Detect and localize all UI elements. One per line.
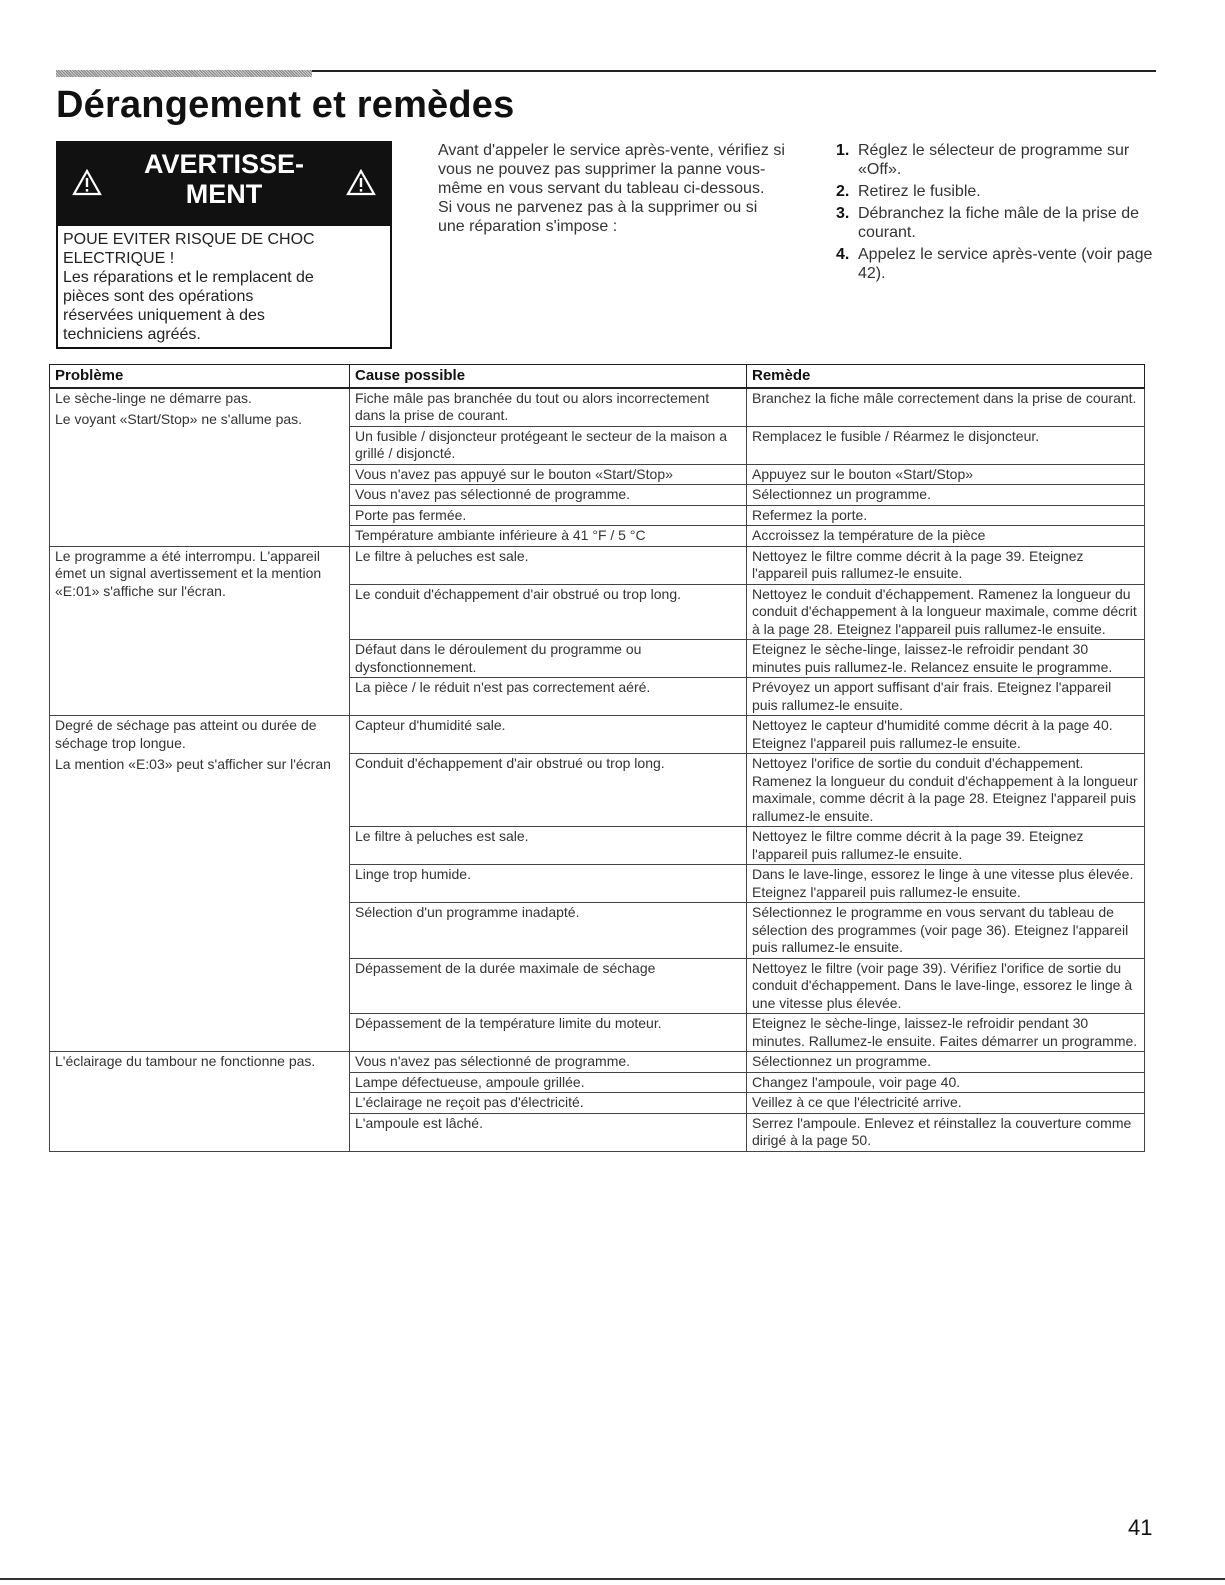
warning-line: ELECTRIQUE ! bbox=[63, 250, 175, 267]
remedy-cell: Prévoyez un apport suffisant d'air frais. Eteignez l'appareil puis rallumez-le ensuite. bbox=[747, 678, 1145, 716]
problem-text: Le programme a été interrompu. L'appareil émet un signal avertissement et la mention «E:01» s'affiche sur l'écran. bbox=[55, 547, 322, 599]
step-number: 1. bbox=[836, 142, 850, 159]
cause-cell: Lampe défectueuse, ampoule grillée. bbox=[350, 1072, 747, 1093]
problem-cell bbox=[50, 388, 350, 547]
remedy-cell: Sélectionnez un programme. bbox=[747, 485, 1145, 506]
step-item bbox=[836, 182, 1166, 201]
bottom-rule bbox=[0, 1578, 1225, 1580]
cause-cell: Température ambiante inférieure à 41 °F / 5 °C bbox=[350, 526, 747, 547]
warning-box bbox=[56, 141, 392, 349]
step-text: Appelez le service après-vente (voir page 42). bbox=[858, 246, 1153, 282]
cause-cell: Dépassement de la durée maximale de séchage bbox=[350, 958, 747, 1014]
remedy-cell: Serrez l'ampoule. Enlevez et réinstallez la couverture comme dirigé à la page 50. bbox=[747, 1113, 1145, 1151]
remedy-cell: Nettoyez le capteur d'humidité comme décrit à la page 40. Eteignez l'appareil puis rallumez-le ensuite. bbox=[747, 716, 1145, 754]
remedy-cell: Eteignez le sèche-linge, laissez-le refroidir pendant 30 minutes. Rallumez-le ensuite. Faites démarrer un programme. bbox=[747, 1014, 1145, 1052]
remedy-cell: Nettoyez le filtre comme décrit à la page 39. Eteignez l'appareil puis rallumez-le ensuite. bbox=[747, 546, 1145, 584]
warning-title-line1: AVERTISSE- bbox=[143, 149, 305, 179]
intro-text bbox=[438, 141, 788, 236]
cause-cell: La pièce / le réduit n'est pas correctement aéré. bbox=[350, 678, 747, 716]
cause-cell: Le conduit d'échappement d'air obstrué ou trop long. bbox=[350, 584, 747, 640]
intro-paragraph: Avant d'appeler le service après-vente, vérifiez si vous ne pouvez pas supprimer la panne vous-même en vous servant du tableau ci-dessous. bbox=[438, 142, 785, 197]
cause-cell: Défaut dans le déroulement du programme ou dysfonctionnement. bbox=[350, 640, 747, 678]
cause-cell: Vous n'avez pas sélectionné de programme. bbox=[350, 485, 747, 506]
table-row bbox=[50, 716, 1145, 754]
step-number: 4. bbox=[836, 246, 850, 263]
remedy-cell: Accroissez la température de la pièce bbox=[747, 526, 1145, 547]
warning-line: techniciens agréés. bbox=[63, 326, 201, 343]
problem-cell bbox=[50, 546, 350, 716]
remedy-cell: Sélectionnez un programme. bbox=[747, 1052, 1145, 1073]
top-rule-shade bbox=[56, 70, 312, 77]
cause-cell: Linge trop humide. bbox=[350, 865, 747, 903]
remedy-cell: Dans le lave-linge, essorez le linge à une vitesse plus élevée. Eteignez l'appareil puis rallumez-le ensuite. bbox=[747, 865, 1145, 903]
cause-cell: Porte pas fermée. bbox=[350, 505, 747, 526]
problem-text: La mention «E:03» peut s'afficher sur l'écran bbox=[55, 756, 331, 772]
table-header-row bbox=[50, 365, 1145, 388]
step-item bbox=[836, 204, 1166, 242]
remedy-cell: Nettoyez le conduit d'échappement. Ramenez la longueur du conduit d'échappement à la longueur maximale, comme décrit à la page 28. Eteignez l'appareil puis rallumez-le ensuite. bbox=[747, 584, 1145, 640]
warning-triangle-icon bbox=[346, 169, 376, 196]
warning-title bbox=[58, 149, 390, 209]
warning-text bbox=[58, 226, 390, 344]
cause-cell: Dépassement de la température limite du moteur. bbox=[350, 1014, 747, 1052]
remedy-cell: Changez l'ampoule, voir page 40. bbox=[747, 1072, 1145, 1093]
warning-line: pièces sont des opérations bbox=[63, 288, 254, 305]
table-row bbox=[50, 388, 1145, 427]
table-row bbox=[50, 546, 1145, 584]
problem-text: Le sèche-linge ne démarre pas. bbox=[55, 389, 252, 406]
column-header-cause: Cause possible bbox=[350, 365, 747, 388]
problem-cell bbox=[50, 1052, 350, 1152]
remedy-cell: Remplacez le fusible / Réarmez le disjoncteur. bbox=[747, 426, 1145, 464]
table-row bbox=[50, 1052, 1145, 1073]
troubleshooting-table bbox=[49, 364, 1145, 1152]
remedy-cell: Refermez la porte. bbox=[747, 505, 1145, 526]
cause-cell: Le filtre à peluches est sale. bbox=[350, 827, 747, 865]
remedy-cell: Nettoyez le filtre (voir page 39). Vérifiez l'orifice de sortie du conduit d'échappement. Dans le lave-linge, essorez le linge à une vitesse plus élevée. bbox=[747, 958, 1145, 1014]
cause-cell: Un fusible / disjoncteur protégeant le secteur de la maison a grillé / disjoncté. bbox=[350, 426, 747, 464]
step-number: 2. bbox=[836, 183, 850, 200]
problem-cell bbox=[50, 716, 350, 1052]
step-text: Réglez le sélecteur de programme sur «Off». bbox=[858, 142, 1130, 178]
warning-line: réservées uniquement à des bbox=[63, 307, 265, 324]
step-number: 3. bbox=[836, 205, 850, 222]
remedy-cell: Branchez la fiche mâle correctement dans la prise de courant. bbox=[747, 388, 1145, 427]
step-text: Débranchez la fiche mâle de la prise de courant. bbox=[858, 205, 1140, 241]
cause-cell: L'ampoule est lâché. bbox=[350, 1113, 747, 1151]
cause-cell: Le filtre à peluches est sale. bbox=[350, 546, 747, 584]
remedy-cell: Veillez à ce que l'électricité arrive. bbox=[747, 1093, 1145, 1114]
remedy-cell: Nettoyez l'orifice de sortie du conduit d'échappement. Ramenez la longueur du conduit d'échappement à la longueur maximale, comme décrit à la page 28. Eteignez l'appareil puis rallumez-le ensuite. bbox=[747, 754, 1145, 827]
remedy-cell: Eteignez le sèche-linge, laissez-le refroidir pendant 30 minutes puis rallumez-le. Relancez ensuite le programme. bbox=[747, 640, 1145, 678]
warning-header bbox=[58, 143, 390, 226]
cause-cell: Capteur d'humidité sale. bbox=[350, 716, 747, 754]
warning-line: POUE EVITER RISQUE DE CHOC bbox=[63, 231, 315, 248]
cause-cell: Fiche mâle pas branchée du tout ou alors incorrectement dans la prise de courant. bbox=[350, 388, 747, 427]
intro-paragraph: Si vous ne parvenez pas à la supprimer ou si une réparation s'impose : bbox=[438, 199, 758, 235]
table-body bbox=[50, 388, 1145, 1152]
warning-line: Les réparations et le remplacent de bbox=[63, 269, 314, 286]
cause-cell: Vous n'avez pas sélectionné de programme. bbox=[350, 1052, 747, 1073]
step-item bbox=[836, 141, 1166, 179]
step-item bbox=[836, 245, 1166, 283]
column-header-problem: Problème bbox=[50, 365, 350, 388]
cause-cell: Vous n'avez pas appuyé sur le bouton «Start/Stop» bbox=[350, 464, 747, 485]
page-number: 41 bbox=[1128, 1515, 1153, 1540]
warning-title-line2: MENT bbox=[185, 179, 263, 209]
cause-cell: L'éclairage ne reçoit pas d'électricité. bbox=[350, 1093, 747, 1114]
problem-text: Le voyant «Start/Stop» ne s'allume pas. bbox=[55, 411, 303, 427]
steps-list bbox=[836, 141, 1166, 286]
step-text: Retirez le fusible. bbox=[858, 183, 981, 200]
cause-cell: Sélection d'un programme inadapté. bbox=[350, 903, 747, 959]
problem-text: L'éclairage du tambour ne fonctionne pas. bbox=[55, 1053, 316, 1069]
cause-cell: Conduit d'échappement d'air obstrué ou trop long. bbox=[350, 754, 747, 827]
remedy-cell: Appuyez sur le bouton «Start/Stop» bbox=[747, 464, 1145, 485]
remedy-cell: Nettoyez le filtre comme décrit à la page 39. Eteignez l'appareil puis rallumez-le ensuite. bbox=[747, 827, 1145, 865]
page-title: Dérangement et remèdes bbox=[56, 84, 515, 126]
remedy-cell: Sélectionnez le programme en vous servant du tableau de sélection des programmes (voir page 36). Eteignez l'appareil puis rallumez-le ensuite. bbox=[747, 903, 1145, 959]
problem-text: Degré de séchage pas atteint ou durée de séchage trop longue. bbox=[55, 717, 317, 751]
column-header-remedy: Remède bbox=[747, 365, 1145, 388]
